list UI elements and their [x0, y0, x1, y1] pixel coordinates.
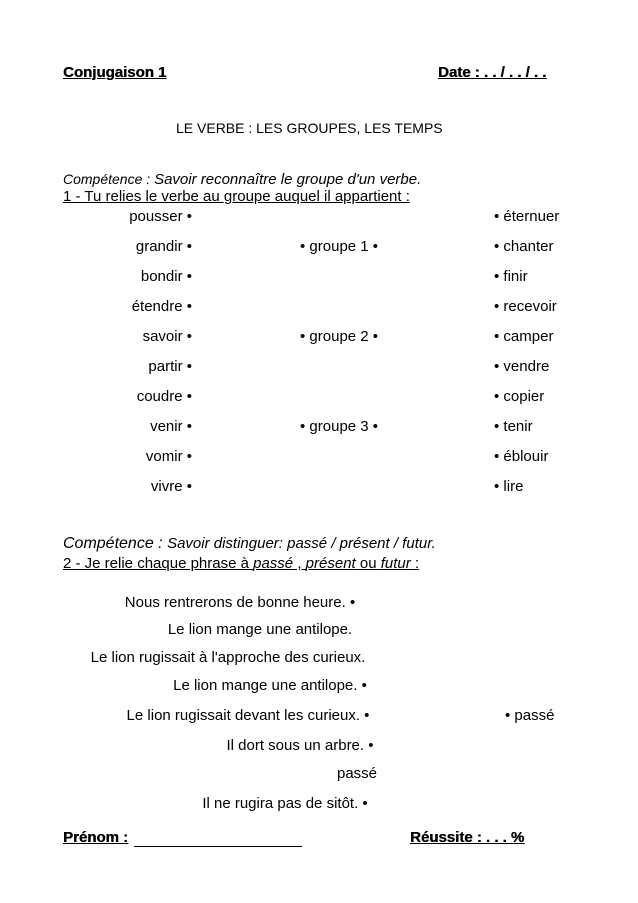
instruction-2-ou: ou [355, 555, 381, 572]
left-verb[interactable]: grandir • [135, 238, 192, 255]
sentence[interactable]: Il dort sous un arbre. • [226, 737, 374, 754]
competence-2-label: Compétence : [63, 535, 168, 552]
instruction-2 [63, 555, 419, 573]
left-verb[interactable]: partir • [148, 358, 192, 375]
subject-title: Conjugaison 1 [63, 64, 167, 81]
instruction-2-passe: passé [253, 555, 294, 572]
right-verb[interactable]: • tenir [494, 418, 533, 435]
instruction-2-present: présent [305, 555, 356, 572]
instruction-2-suffix: : [410, 555, 420, 572]
instruction-1: 1 - Tu relies le verbe au groupe auquel il appartient : [63, 188, 410, 205]
sentence[interactable]: Le lion rugissait à l'approche des curieux. [90, 649, 366, 666]
group-3[interactable]: • groupe 3 • [300, 418, 379, 435]
competence-1-label: Compétence : [63, 171, 155, 187]
right-verb[interactable]: • vendre [494, 358, 550, 375]
right-verb[interactable]: • chanter [494, 238, 554, 255]
page-title: LE VERBE : LES GROUPES, LES TEMPS [176, 120, 443, 136]
right-verb[interactable]: • finir [494, 268, 528, 285]
date-field: Date : . . / . . / . . [438, 64, 547, 81]
left-verb[interactable]: bondir • [140, 268, 192, 285]
prenom-blank-line[interactable] [134, 832, 302, 847]
instruction-2-futur: futur [380, 555, 411, 572]
left-verb[interactable]: vomir • [145, 448, 192, 465]
right-verb[interactable]: • recevoir [494, 298, 557, 315]
sentence[interactable]: passé [336, 765, 378, 782]
competence-2-text: Savoir distinguer: passé / présent / futur. [167, 535, 436, 552]
left-verb[interactable]: étendre • [131, 298, 192, 315]
sentence[interactable]: Il ne rugira pas de sitôt. • [202, 795, 368, 812]
competence-2 [63, 535, 436, 553]
answer-passe[interactable]: • passé [505, 707, 555, 724]
competence-1-text: Savoir reconnaître le groupe d'un verbe. [154, 171, 422, 188]
left-verb[interactable]: vivre • [150, 478, 192, 495]
sentence[interactable]: Le lion mange une antilope. [167, 621, 353, 638]
sentence[interactable]: Le lion rugissait devant les curieux. • [126, 707, 370, 724]
right-verb[interactable]: • éternuer [494, 208, 560, 225]
right-verb[interactable]: • camper [494, 328, 554, 345]
right-verb[interactable]: • éblouir [494, 448, 549, 465]
left-verb[interactable]: pousser • [129, 208, 192, 225]
competence-1 [63, 170, 421, 189]
left-verb[interactable]: savoir • [142, 328, 192, 345]
reussite-field: Réussite : . . . % [410, 829, 525, 846]
group-2[interactable]: • groupe 2 • [300, 328, 379, 345]
instruction-2-prefix: 2 - Je relie chaque phrase à [63, 555, 254, 572]
prenom-label: Prénom : [63, 829, 129, 846]
right-verb[interactable]: • copier [494, 388, 545, 405]
sentence[interactable]: Le lion mange une antilope. • [173, 677, 367, 694]
sentence[interactable]: Nous rentrerons de bonne heure. • [124, 594, 356, 611]
instruction-2-sep: , [293, 555, 306, 572]
group-1[interactable]: • groupe 1 • [300, 238, 379, 255]
left-verb[interactable]: coudre • [136, 388, 192, 405]
prenom-field[interactable] [63, 829, 302, 847]
left-verb[interactable]: venir • [150, 418, 192, 435]
right-verb[interactable]: • lire [494, 478, 524, 495]
